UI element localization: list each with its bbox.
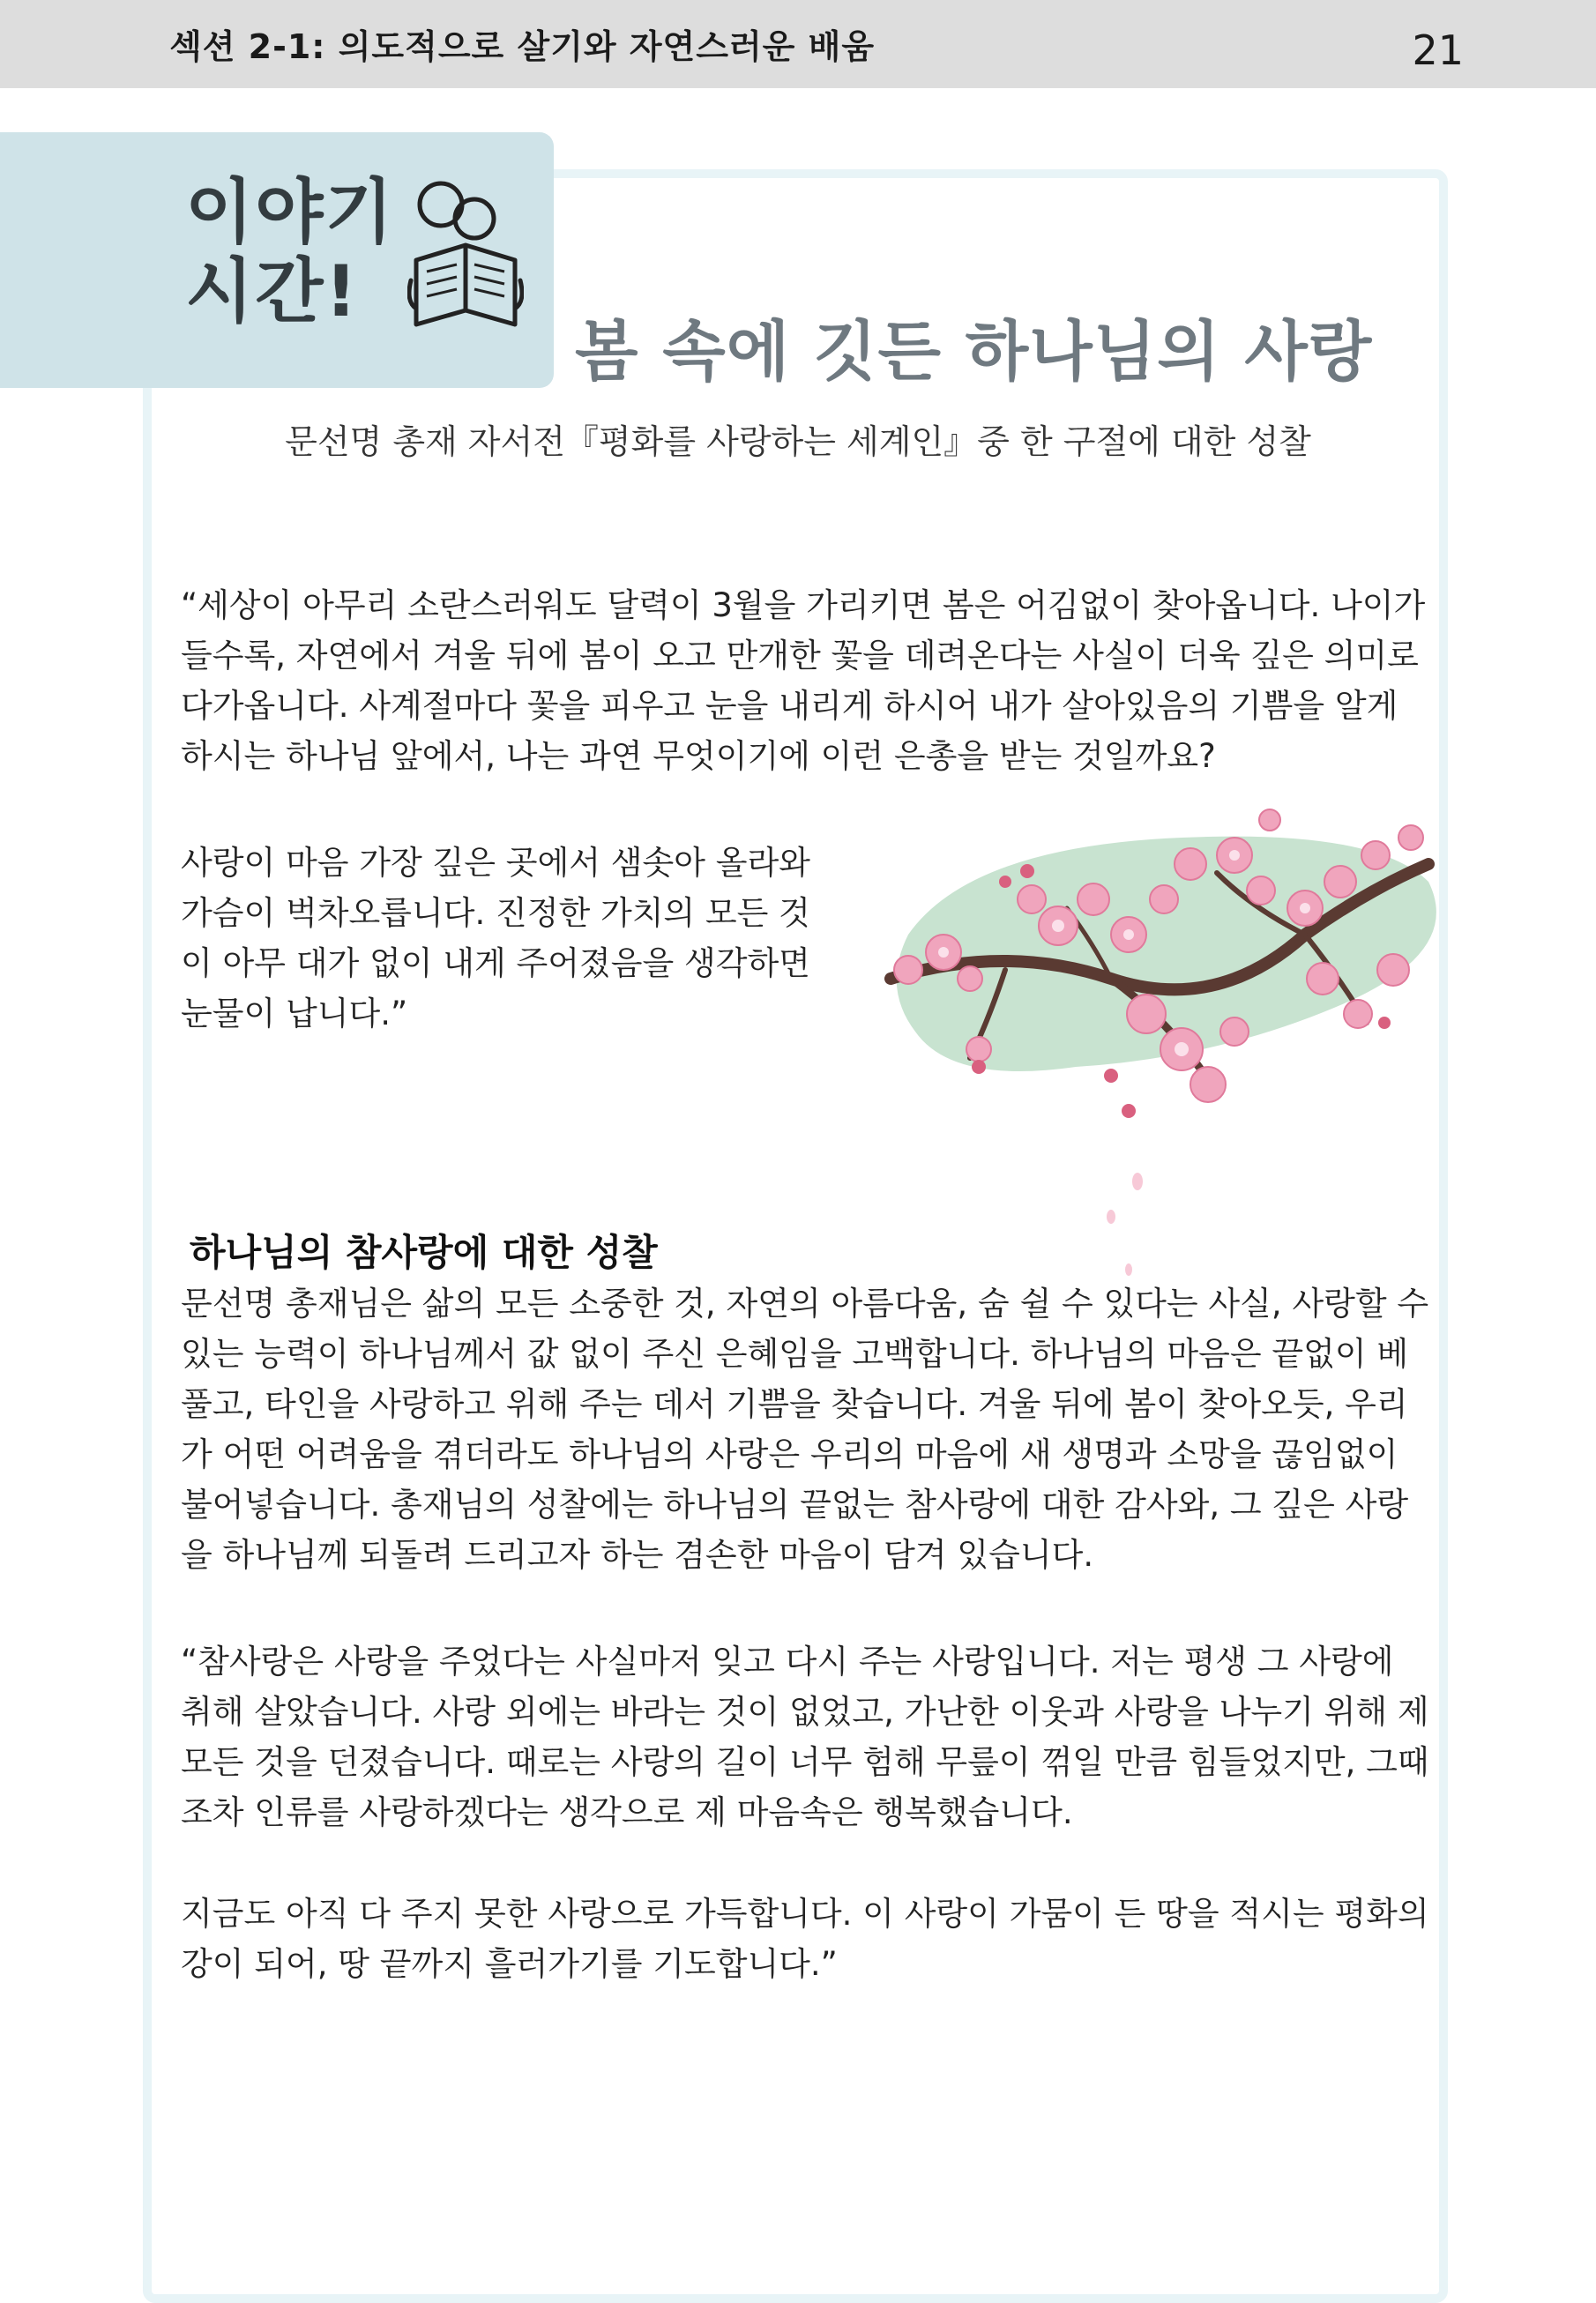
reading-person-icon [407,176,524,335]
subtitle: 문선명 총재 자서전『평화를 사랑하는 세계인』중 한 구절에 대한 성찰 [285,422,1311,461]
quote2-paragraph1: “참사랑은 사랑을 주었다는 사실마저 잊고 다시 주는 사랑입니다. 저는 평생 그 사랑에 취해 살았습니다. 사랑 외에는 바라는 것이 없었고, 가난한 이웃과 사랑을 나누기 위해 제 모든 것을 던졌습니다. 때로는 사랑의 길이 너무 험해 무릎이 꺾일 만큼 힘들었지만, 그때조차 인류를 사랑하겠다는 생각으로 제 마음속은 행복했습니다. [181,1643,1429,1831]
header-bar [0,0,1596,88]
story-time-label [185,173,414,331]
cherry-blossom-branch-icon [846,802,1446,1296]
reflection-heading: 하나님의 참사랑에 대한 성찰 [190,1231,658,1274]
quote1-paragraph2: 사랑이 마음 가장 깊은 곳에서 샘솟아 올라와 가슴이 벅차오릅니다. 진정한 가치의 모든 것이 아무 대가 없이 내게 주어졌음을 생각하면 눈물이 납니다.” [181,844,810,1032]
page-number: 21 [1412,26,1464,74]
quote2-paragraph2: 지금도 아직 다 주지 못한 사랑으로 가득합니다. 이 사랑이 가뭄이 든 땅을 적시는 평화의 강이 되어, 땅 끝까지 흘러가기를 기도합니다.” [181,1895,1429,1983]
reflection-body: 문선명 총재님은 삶의 모든 소중한 것, 자연의 아름다움, 숨 쉴 수 있다는 사실, 사랑할 수 있는 능력이 하나님께서 값 없이 주신 은혜임을 고백합니다. 하나님의 마음은 끝없이 베풀고, 타인을 사랑하고 위해 주는 데서 기쁨을 찾습니다. 겨울 뒤에 봄이 찾아오듯, 우리가 어떤 어려움을 겪더라도 하나님의 사랑은 우리의 마음에 새 생명과 소망을 끊임없이 불어넣습니다. 총재님의 성찰에는 하나님의 끝없는 참사랑에 대한 감사와, 그 깊은 사랑을 하나님께 되돌려 드리고자 하는 겸손한 마음이 담겨 있습니다. [181,1285,1429,1574]
section-title: 섹션 2-1: 의도적으로 살기와 자연스러운 배움 [169,27,876,66]
story-label-line1: 이야기 [185,171,395,253]
main-title: 봄 속에 깃든 하나님의 사랑 [575,314,1373,390]
quote1-paragraph1: “세상이 아무리 소란스러워도 달력이 3월을 가리키면 봄은 어김없이 찾아옵니다. 나이가 들수록, 자연에서 겨울 뒤에 봄이 오고 만개한 꽃을 데려온다는 사실이 더욱 깊은 의미로 다가옵니다. 사계절마다 꽃을 피우고 눈을 내리게 하시어 내가 살아있음의 기쁨을 알게 하시는 하나님 앞에서, 나는 과연 무엇이기에 이런 은총을 받는 것일까요? [181,586,1426,775]
story-label-line2: 시간! [185,250,360,332]
